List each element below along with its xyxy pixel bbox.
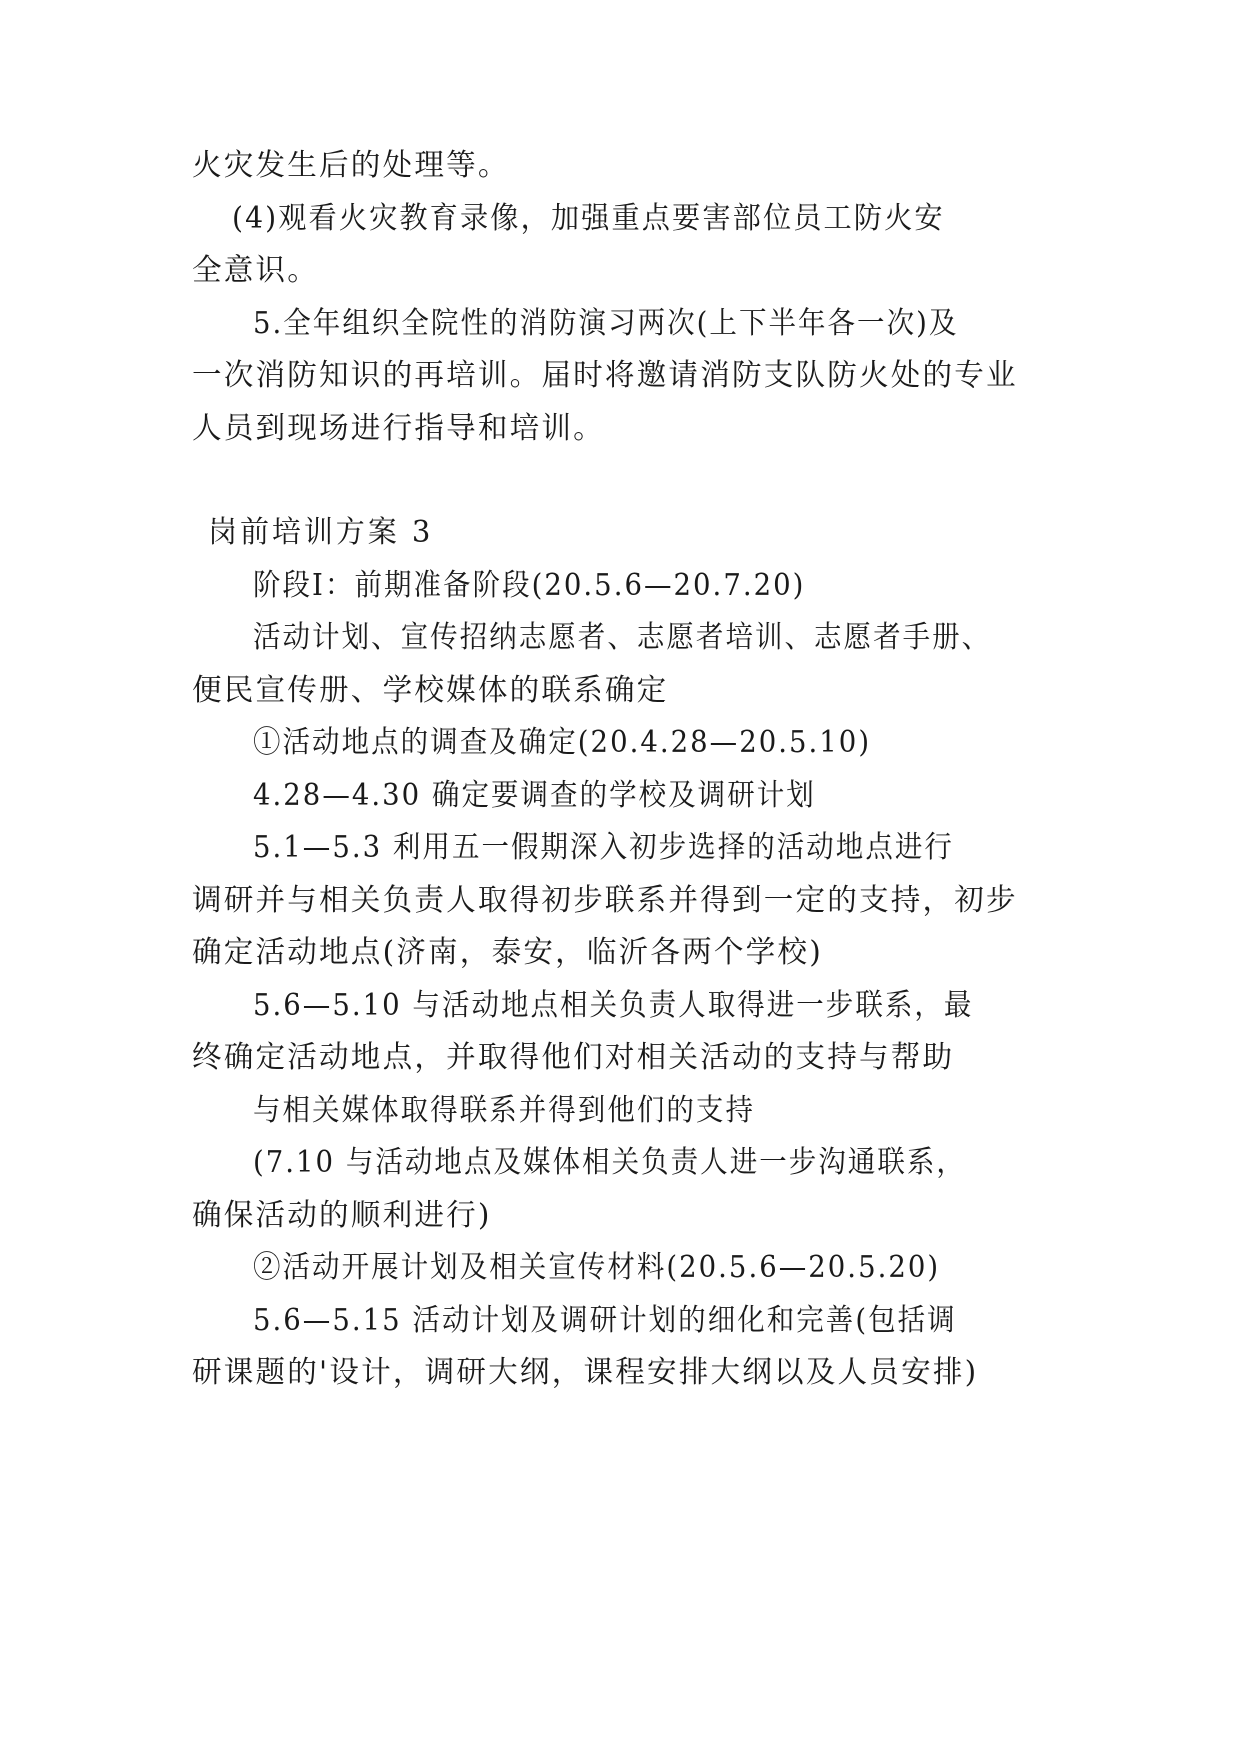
text-line: 一次消防知识的再培训。届时将邀请消防支队防火处的专业	[192, 358, 1018, 393]
text-line: 便民宣传册、学校媒体的联系确定	[192, 673, 669, 708]
text-line: 4.28—4.30 确定要调查的学校及调研计划	[253, 778, 816, 813]
text-line: 阶段I：前期准备阶段(20.5.6—20.7.20)	[253, 568, 806, 603]
text-line: ②活动开展计划及相关宣传材料(20.5.6—20.5.20)	[253, 1250, 941, 1285]
text-line: (4)观看火灾教育录像，加强重点要害部位员工防火安	[232, 201, 945, 236]
text-line: 调研并与相关负责人取得初步联系并得到一定的支持，初步	[192, 883, 1018, 918]
text-line: 研课题的'设计，调研大纲，课程安排大纲以及人员安排)	[192, 1355, 979, 1390]
text-line: 5.全年组织全院性的消防演习两次(上下半年各一次)及	[253, 306, 959, 341]
text-line: ①活动地点的调查及确定(20.4.28—20.5.10)	[253, 725, 872, 760]
text-line: 5.6—5.10 与活动地点相关负责人取得进一步联系，最	[253, 988, 974, 1023]
text-line: 全意识。	[192, 253, 320, 288]
text-line: 5.6—5.15 活动计划及调研计划的细化和完善(包括调	[253, 1303, 957, 1338]
text-line: 终确定活动地点，并取得他们对相关活动的支持与帮助	[192, 1040, 955, 1075]
text-line: 确定活动地点(济南，泰安，临沂各两个学校)	[192, 935, 823, 970]
text-line: 与相关媒体取得联系并得到他们的支持	[253, 1093, 755, 1128]
text-line: (7.10 与活动地点及媒体相关负责人进一步沟通联系，	[253, 1145, 966, 1180]
text-line: 人员到现场进行指导和培训。	[192, 411, 605, 446]
text-line: 活动计划、宣传招纳志愿者、志愿者培训、志愿者手册、	[253, 620, 992, 655]
text-line: 火灾发生后的处理等。	[192, 148, 510, 183]
section-heading: 岗前培训方案 3	[208, 515, 434, 550]
text-line: 5.1—5.3 利用五一假期深入初步选择的活动地点进行	[253, 830, 954, 865]
text-line: 确保活动的顺利进行)	[192, 1198, 492, 1233]
